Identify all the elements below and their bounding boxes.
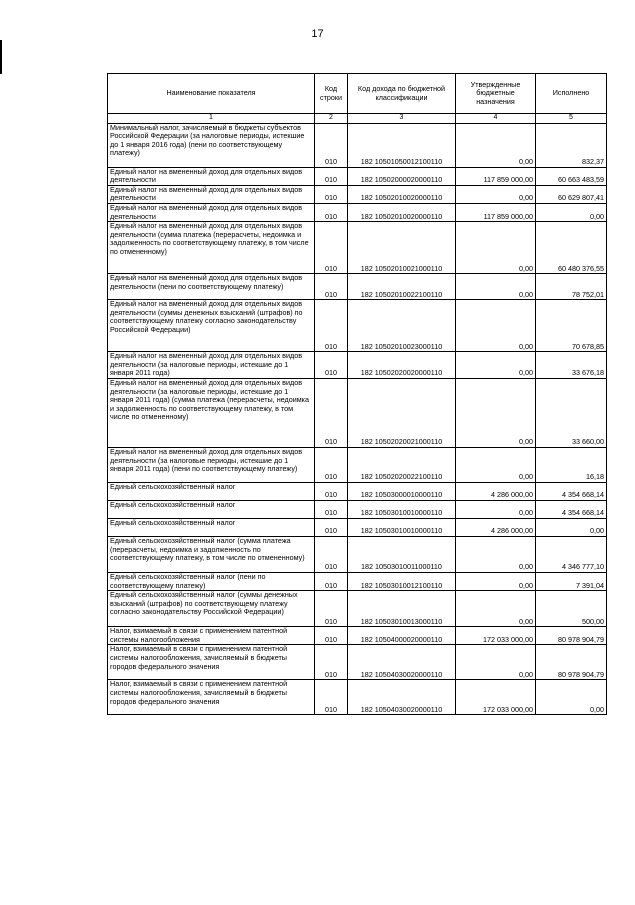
- row-approved: 0,00: [456, 123, 536, 167]
- page-edge-mark: [0, 40, 2, 74]
- table-row: [108, 300, 607, 352]
- row-line-code: 010: [315, 591, 348, 627]
- row-name: Единый сельскохозяйственный налог: [108, 482, 315, 500]
- row-executed: 4 354 668,14: [536, 500, 607, 518]
- table-body: [108, 123, 607, 715]
- row-executed: 80 978 904,79: [536, 645, 607, 680]
- row-approved: 172 033 000,00: [456, 680, 536, 715]
- header-row: [108, 74, 607, 114]
- row-executed: 0,00: [536, 518, 607, 536]
- row-income-code: 182 10502020020000110: [348, 352, 456, 379]
- income-report-table: [107, 73, 607, 715]
- column-number: 4: [456, 114, 536, 124]
- row-line-code: 010: [315, 167, 348, 185]
- row-income-code: 182 10503010013000110: [348, 591, 456, 627]
- row-executed: 60 663 483,59: [536, 167, 607, 185]
- row-executed: 60 480 376,55: [536, 222, 607, 274]
- row-executed: 7 391,04: [536, 572, 607, 590]
- row-income-code: 182 10503010010000110: [348, 500, 456, 518]
- table-row: [108, 572, 607, 590]
- row-approved: 172 033 000,00: [456, 627, 536, 645]
- row-line-code: 010: [315, 627, 348, 645]
- row-approved: 0,00: [456, 378, 536, 447]
- row-line-code: 010: [315, 572, 348, 590]
- row-executed: 16,18: [536, 447, 607, 482]
- row-approved: 0,00: [456, 222, 536, 274]
- row-line-code: 010: [315, 123, 348, 167]
- row-line-code: 010: [315, 518, 348, 536]
- row-income-code: 182 10502010023000110: [348, 300, 456, 352]
- row-income-code: 182 10504000020000110: [348, 627, 456, 645]
- row-approved: 0,00: [456, 591, 536, 627]
- row-executed: 4 354 668,14: [536, 482, 607, 500]
- row-line-code: 010: [315, 222, 348, 274]
- row-name: Единый налог на вмененный доход для отдельных видов деятельности: [108, 203, 315, 221]
- table-row: [108, 378, 607, 447]
- row-line-code: 010: [315, 300, 348, 352]
- row-income-code: 182 10503010010000110: [348, 518, 456, 536]
- row-approved: 117 859 000,00: [456, 167, 536, 185]
- row-income-code: 182 10503010012100110: [348, 572, 456, 590]
- row-income-code: 182 10502020022100110: [348, 447, 456, 482]
- row-income-code: 182 10502010020000110: [348, 185, 456, 203]
- row-line-code: 010: [315, 482, 348, 500]
- row-name: Единый налог на вмененный доход для отдельных видов деятельности (сумма платежа (перерасчеты, недоимка и задолженность по соответствующему платежу, в том числе по отмененному): [108, 222, 315, 274]
- table-row: [108, 482, 607, 500]
- row-executed: 500,00: [536, 591, 607, 627]
- table-row: [108, 123, 607, 167]
- row-line-code: 010: [315, 203, 348, 221]
- header-income-code: Код дохода по бюджетной классификации: [348, 74, 456, 114]
- table-row: [108, 518, 607, 536]
- column-number: 3: [348, 114, 456, 124]
- row-name: Единый сельскохозяйственный налог (сумма платежа (перерасчеты, недоимка и задолженность по соответствующему платежу, в том числе по отмененному): [108, 536, 315, 572]
- table-row: [108, 203, 607, 221]
- row-name: Единый сельскохозяйственный налог (суммы денежных взысканий (штрафов) по соответствующему платежу согласно законодательству Российской Федерации): [108, 591, 315, 627]
- row-executed: 70 678,85: [536, 300, 607, 352]
- row-line-code: 010: [315, 352, 348, 379]
- row-income-code: 182 10503010011000110: [348, 536, 456, 572]
- row-income-code: 182 10502010020000110: [348, 203, 456, 221]
- row-executed: 60 629 807,41: [536, 185, 607, 203]
- table-row: [108, 645, 607, 680]
- row-executed: 78 752,01: [536, 274, 607, 300]
- table-row: [108, 222, 607, 274]
- row-income-code: 182 10502000020000110: [348, 167, 456, 185]
- row-line-code: 010: [315, 500, 348, 518]
- row-income-code: 182 10504030020000110: [348, 680, 456, 715]
- row-name: Минимальный налог, зачисляемый в бюджеты субъектов Российской Федерации (за налоговые периоды, истекшие до 1 января 2016 года) (пени по соответствующему платежу): [108, 123, 315, 167]
- row-income-code: 182 10503000010000110: [348, 482, 456, 500]
- row-executed: 4 346 777,10: [536, 536, 607, 572]
- table-row: [108, 500, 607, 518]
- column-number: 2: [315, 114, 348, 124]
- row-name: Единый налог на вмененный доход для отдельных видов деятельности (за налоговые периоды, истекшие до 1 января 2011 года) (пени по соответствующему платежу): [108, 447, 315, 482]
- row-line-code: 010: [315, 185, 348, 203]
- table-row: [108, 627, 607, 645]
- table-row: [108, 591, 607, 627]
- row-executed: 0,00: [536, 203, 607, 221]
- row-executed: 33 676,18: [536, 352, 607, 379]
- row-name: Единый налог на вмененный доход для отдельных видов деятельности: [108, 167, 315, 185]
- row-approved: 0,00: [456, 447, 536, 482]
- row-approved: 0,00: [456, 274, 536, 300]
- row-name: Единый налог на вмененный доход для отдельных видов деятельности (за налоговые периоды, истекшие до 1 января 2011 года) (сумма платежа (перерасчеты, недоимка и задолженность по соответствующему платежу, в том числе по отмененному): [108, 378, 315, 447]
- page-number: 17: [311, 28, 324, 40]
- row-name: Единый налог на вмененный доход для отдельных видов деятельности (пени по соответствующему платежу): [108, 274, 315, 300]
- row-name: Налог, взимаемый в связи с применением патентной системы налогообложения, зачисляемый в бюджеты городов федерального значения: [108, 680, 315, 715]
- row-approved: 0,00: [456, 352, 536, 379]
- row-approved: 0,00: [456, 500, 536, 518]
- column-number-row: [108, 114, 607, 124]
- table-row: [108, 274, 607, 300]
- row-executed: 33 660,00: [536, 378, 607, 447]
- row-approved: 0,00: [456, 536, 536, 572]
- table-row: [108, 536, 607, 572]
- row-income-code: 182 10502010022100110: [348, 274, 456, 300]
- row-name: Налог, взимаемый в связи с применением патентной системы налогообложения, зачисляемый в бюджеты городов федерального значения: [108, 645, 315, 680]
- row-name: Налог, взимаемый в связи с применением патентной системы налогообложения: [108, 627, 315, 645]
- row-executed: 0,00: [536, 680, 607, 715]
- row-line-code: 010: [315, 680, 348, 715]
- row-executed: 80 978 904,79: [536, 627, 607, 645]
- row-approved: 4 286 000,00: [456, 482, 536, 500]
- row-line-code: 010: [315, 536, 348, 572]
- row-name: Единый сельскохозяйственный налог: [108, 500, 315, 518]
- row-line-code: 010: [315, 378, 348, 447]
- row-approved: 0,00: [456, 300, 536, 352]
- row-name: Единый сельскохозяйственный налог (пени по соответствующему платежу): [108, 572, 315, 590]
- header-line-code: Код строки: [315, 74, 348, 114]
- row-name: Единый налог на вмененный доход для отдельных видов деятельности (суммы денежных взысканий (штрафов) по соответствующему платежу согласно законодательству Российской Федерации): [108, 300, 315, 352]
- row-income-code: 182 10502020021000110: [348, 378, 456, 447]
- row-line-code: 010: [315, 447, 348, 482]
- row-income-code: 182 10501050012100110: [348, 123, 456, 167]
- table-row: [108, 167, 607, 185]
- column-number: 5: [536, 114, 607, 124]
- table-row: [108, 185, 607, 203]
- table-row: [108, 680, 607, 715]
- row-approved: 0,00: [456, 572, 536, 590]
- row-line-code: 010: [315, 645, 348, 680]
- row-approved: 0,00: [456, 185, 536, 203]
- row-approved: 117 859 000,00: [456, 203, 536, 221]
- table-row: [108, 352, 607, 379]
- row-approved: 0,00: [456, 645, 536, 680]
- table-row: [108, 447, 607, 482]
- header-executed: Исполнено: [536, 74, 607, 114]
- row-approved: 4 286 000,00: [456, 518, 536, 536]
- row-income-code: 182 10502010021000110: [348, 222, 456, 274]
- row-name: Единый сельскохозяйственный налог: [108, 518, 315, 536]
- row-line-code: 010: [315, 274, 348, 300]
- header-approved: Утвержденные бюджетные назначения: [456, 74, 536, 114]
- row-income-code: 182 10504030020000110: [348, 645, 456, 680]
- row-executed: 832,37: [536, 123, 607, 167]
- row-name: Единый налог на вмененный доход для отдельных видов деятельности: [108, 185, 315, 203]
- row-name: Единый налог на вмененный доход для отдельных видов деятельности (за налоговые периоды, истекшие до 1 января 2011 года): [108, 352, 315, 379]
- header-indicator-name: Наименование показателя: [108, 74, 315, 114]
- column-number: 1: [108, 114, 315, 124]
